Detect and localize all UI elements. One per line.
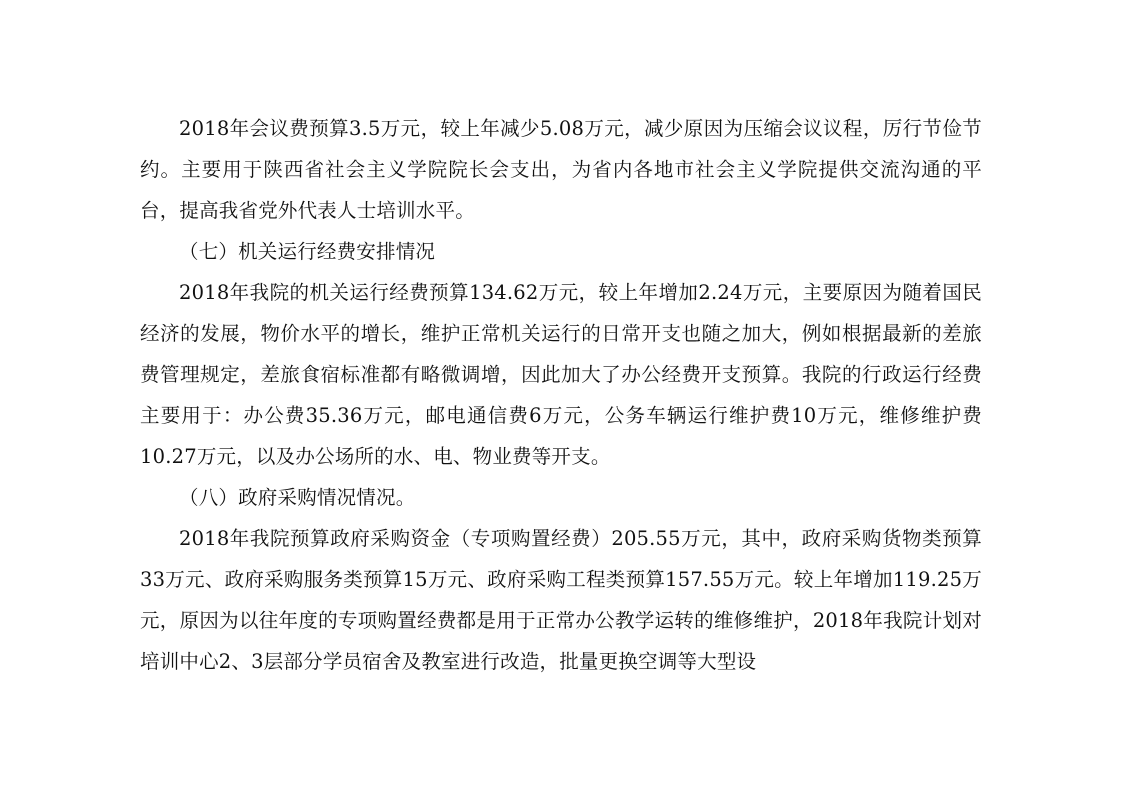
paragraph-government-procurement: 2018年我院预算政府采购资金（专项购置经费）205.55万元，其中，政府采购货物类预算33万元、政府采购服务类预算15万元、政府采购工程类预算157.55万元。较上年增加119.25万元，原因为以往年度的专项购置经费都是用于正常办公教学运转的维修维护，2018年我院计划对培训中心2、3层部分学员宿舍及教室进行改造，批量更换空调等大型设 (140, 527, 982, 673)
paragraph-operating-expenses: 2018年我院的机关运行经费预算134.62万元，较上年增加2.24万元，主要原因为随着国民经济的发展，物价水平的增长，维护正常机关运行的日常开支也随之加大，例如根据最新的差旅费管理规定，差旅食宿标准都有略微调增，因此加大了办公经费开支预算。我院的行政运行经费主要用于：办公费35.36万元，邮电通信费6万元，公务车辆运行维护费10万元，维修维护费10.27万元，以及办公场所的水、电、物业费等开支。 (140, 281, 982, 468)
section-heading-8: （八）政府采购情况情况。 (179, 486, 416, 509)
section-heading-7: （七）机关运行经费安排情况 (179, 240, 436, 263)
document-page (140, 108, 982, 682)
paragraph-meeting-fee: 2018年会议费预算3.5万元，较上年减少5.08万元，减少原因为压缩会议议程，厉行节俭节约。主要用于陕西省社会主义学院院长会支出，为省内各地市社会主义学院提供交流沟通的平台，提高我省党外代表人士培训水平。 (140, 117, 982, 222)
